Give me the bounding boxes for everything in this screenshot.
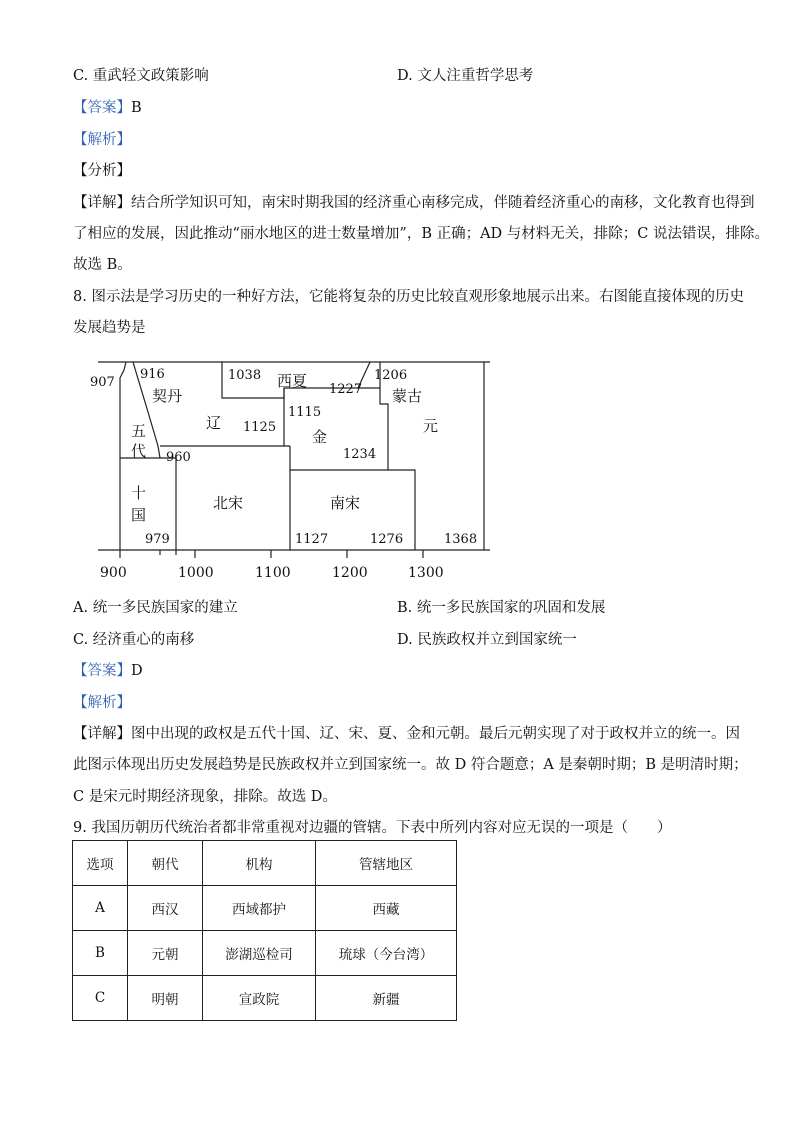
year-label: 1038 [228, 368, 262, 383]
tick-label: 1300 [408, 565, 444, 581]
regime-label-shiguo-2: 国 [131, 506, 147, 524]
q8-option-b: B. 统一多民族国家的巩固和发展 [397, 600, 606, 616]
table-row [73, 886, 457, 931]
timeline-svg [70, 348, 500, 588]
answer-tag: 【答案】 [73, 100, 131, 116]
table-cell: 西汉 [128, 886, 203, 931]
table-row [73, 976, 457, 1021]
year-label: 907 [90, 375, 115, 390]
answer-value: D [131, 663, 143, 679]
year-label: 916 [140, 367, 165, 382]
table-cell: 元朝 [128, 931, 203, 976]
year-label: 1206 [374, 368, 408, 383]
year-label: 1276 [370, 532, 404, 547]
q9-table [72, 840, 457, 1021]
q7-detail-line2: 了相应的发展，因此推动“丽水地区的进士数量增加”，B 正确；AD 与材料无关，排除；C 说法错误，排除。 [73, 226, 769, 242]
regime-label: 金 [312, 428, 328, 446]
detail-text: 结合所学知识可知，南宋时期我国的经济重心南移完成，伴随着经济重心的南移，文化教育也得到 [131, 195, 755, 211]
tick-label: 900 [100, 565, 127, 581]
table-header: 朝代 [128, 841, 203, 886]
q8-stem-line1: 8. 图示法是学习历史的一种好方法，它能将复杂的历史比较直观形象地展示出来。右图能直接体现的历史 [73, 289, 744, 305]
table-cell: C [73, 976, 128, 1021]
detail-tag: 【详解】 [73, 195, 131, 211]
table-header-row [73, 841, 457, 886]
answer-tag: 【答案】 [73, 663, 131, 679]
q8-detail-line3: C 是宋元时期经济现象，排除。故选 D。 [73, 789, 337, 805]
table-cell: A [73, 886, 128, 931]
table-cell: 琉球（今台湾） [316, 931, 457, 976]
regime-label: 南宋 [330, 494, 361, 512]
answer-value: B [131, 100, 142, 116]
table-cell: 新疆 [316, 976, 457, 1021]
history-timeline-chart [70, 348, 500, 588]
table-cell: 明朝 [128, 976, 203, 1021]
q8-detail-line2: 此图示体现出历史发展趋势是民族政权并立到国家统一。故 D 符合题意；A 是秦朝时期；B 是明清时期； [73, 757, 748, 773]
q7-detail-line3: 故选 B。 [73, 257, 132, 273]
q7-analysis-tag: 【解析】 [73, 132, 131, 148]
detail-tag: 【详解】 [73, 726, 131, 742]
table-header: 管辖地区 [316, 841, 457, 886]
regime-label-wudai-2: 代 [131, 442, 147, 460]
year-label: 1115 [288, 405, 322, 420]
q8-detail-line1 [73, 724, 740, 744]
year-label: 1227 [329, 382, 363, 397]
regime-label: 蒙古 [392, 387, 423, 405]
year-label: 1125 [243, 420, 277, 435]
year-label: 960 [166, 450, 191, 465]
boundary-1234 [380, 388, 388, 470]
year-label: 1234 [343, 447, 377, 462]
q7-fenxi-tag: 【分析】 [73, 163, 131, 179]
q9-stem: 9. 我国历朝历代统治者都非常重视对边疆的管辖。下表中所列内容对应无误的一项是（ ） [73, 820, 672, 836]
q8-answer [73, 661, 143, 681]
q7-option-c: C. 重武轻文政策影响 [73, 68, 209, 84]
q7-answer [73, 98, 142, 118]
table-cell: B [73, 931, 128, 976]
regime-label: 元 [423, 417, 439, 435]
q8-analysis-tag: 【解析】 [73, 695, 131, 711]
boundary-907 [120, 362, 126, 550]
table-cell: 西域都护 [203, 886, 316, 931]
table-row [73, 931, 457, 976]
q8-option-a: A. 统一多民族国家的建立 [73, 600, 238, 616]
regime-label: 西夏 [277, 372, 308, 390]
table-header: 机构 [203, 841, 316, 886]
detail-text: 图中出现的政权是五代十国、辽、宋、夏、金和元朝。最后元朝实现了对于政权并立的统一。因 [131, 726, 740, 742]
regime-label-shiguo-1: 十 [131, 484, 147, 502]
regime-label: 辽 [206, 414, 222, 432]
regime-label-wudai-1: 五 [131, 422, 147, 440]
table-cell: 宣政院 [203, 976, 316, 1021]
q7-detail-line1 [73, 193, 755, 213]
year-label: 1127 [295, 532, 329, 547]
table-cell: 西藏 [316, 886, 457, 931]
tick-label: 1200 [332, 565, 368, 581]
q8-stem-line2: 发展趋势是 [73, 320, 146, 336]
tick-label: 1000 [178, 565, 214, 581]
q8-option-d: D. 民族政权并立到国家统一 [397, 632, 577, 648]
q8-option-c: C. 经济重心的南移 [73, 632, 195, 648]
year-label: 979 [145, 532, 170, 547]
regime-label: 契丹 [152, 387, 183, 405]
q7-option-d: D. 文人注重哲学思考 [397, 68, 534, 84]
regime-label: 北宋 [213, 494, 244, 512]
year-label: 1368 [444, 532, 478, 547]
tick-label: 1100 [255, 565, 291, 581]
table-cell: 澎湖巡检司 [203, 931, 316, 976]
table-header: 选项 [73, 841, 128, 886]
